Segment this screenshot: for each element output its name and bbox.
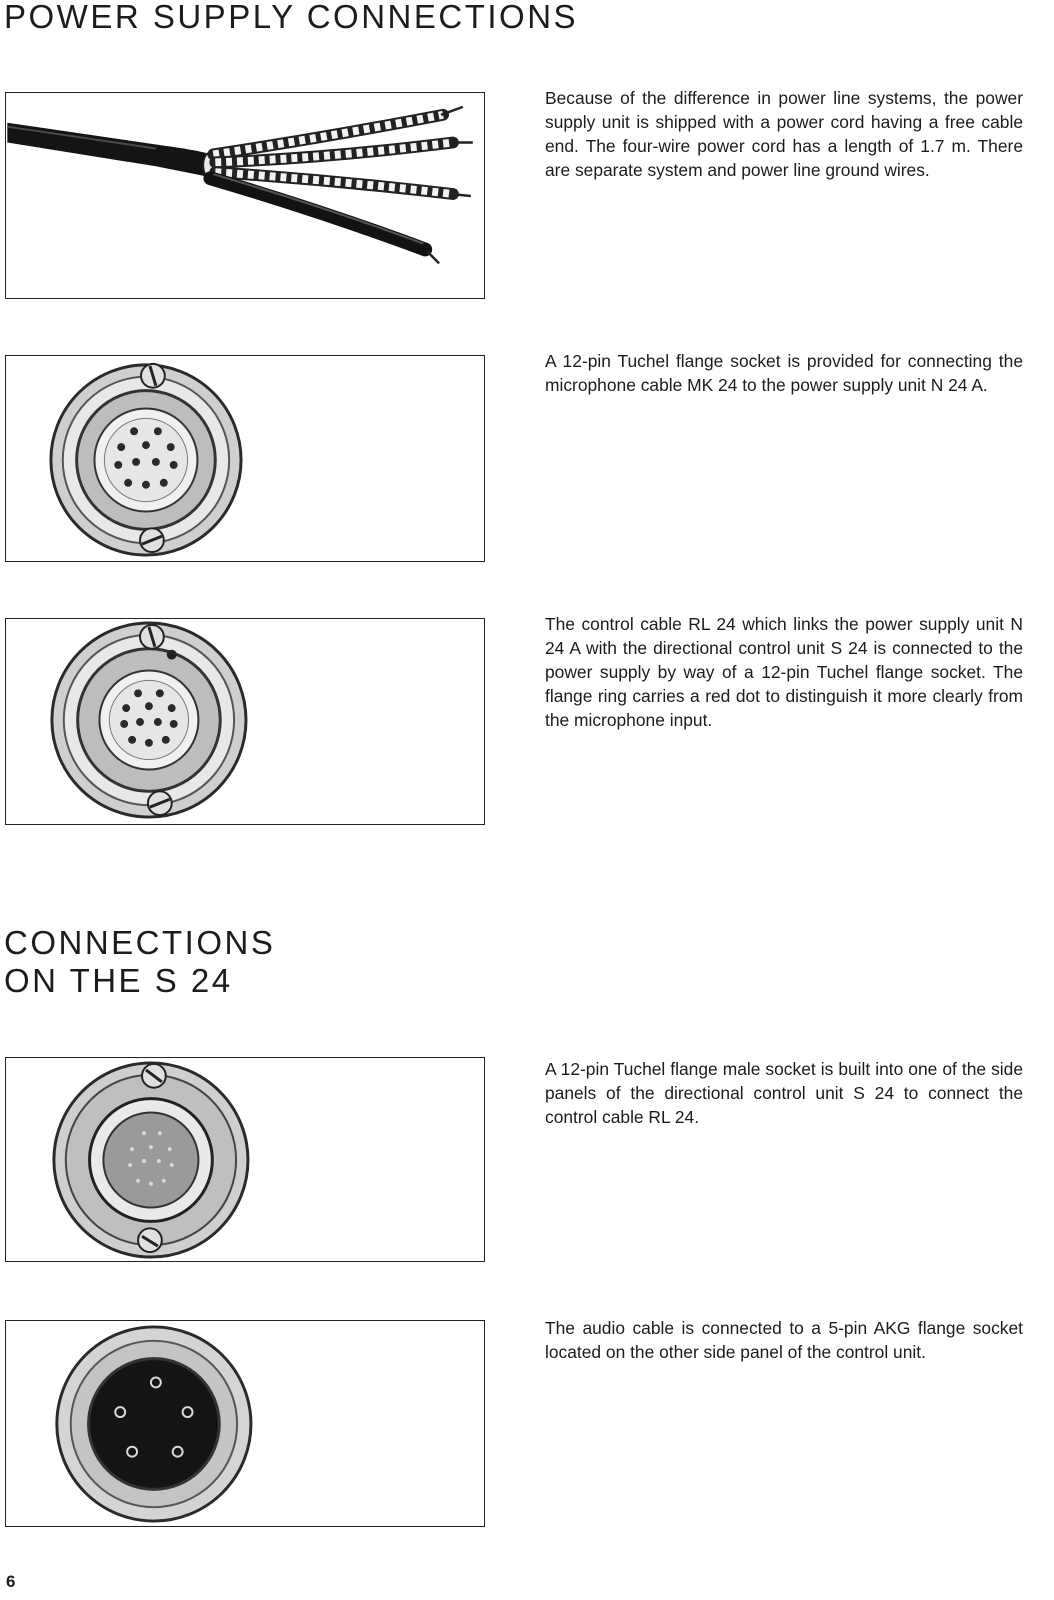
power-cord-photo bbox=[5, 92, 485, 299]
s24-male-socket-illustration bbox=[6, 1058, 484, 1261]
section-title-s24-line2: ON THE S 24 bbox=[4, 962, 233, 999]
section-title-power-supply: POWER SUPPLY CONNECTIONS bbox=[4, 0, 579, 35]
control-socket-description: The control cable RL 24 which links the power supply unit N 24 A with the directional control unit S 24 is connected to the power supply by way of a 12-pin Tuchel flange socket. The flange ring carries a red dot to distinguish it more clearly from the microphone input. bbox=[545, 614, 1023, 730]
s24-male-socket-photo bbox=[5, 1057, 485, 1262]
page-number: 6 bbox=[6, 1572, 16, 1591]
section-title-s24 bbox=[4, 924, 275, 1000]
microphone-socket-photo bbox=[5, 355, 485, 562]
microphone-socket-description: A 12-pin Tuchel flange socket is provided for connecting the microphone cable MK 24 to the power supply unit N 24 A. bbox=[545, 351, 1023, 395]
red-dot-marker bbox=[167, 650, 177, 660]
power-cord-illustration bbox=[6, 93, 484, 298]
s24-male-socket-description: A 12-pin Tuchel flange male socket is built into one of the side panels of the directional control unit S 24 to connect the control cable RL 24. bbox=[545, 1059, 1023, 1127]
section-title-s24-line1: CONNECTIONS bbox=[4, 924, 276, 961]
akg-5pin-socket-illustration bbox=[6, 1321, 484, 1526]
akg-5pin-socket-photo bbox=[5, 1320, 485, 1527]
control-socket-photo bbox=[5, 618, 485, 825]
power-cord-description: Because of the difference in power line systems, the power supply unit is shipped with a power cord having a free cable end. The four-wire power cord has a length of 1.7 m. There are separate system and power line ground wires. bbox=[545, 88, 1023, 180]
control-socket-illustration bbox=[6, 619, 484, 824]
akg-5pin-socket-description: The audio cable is connected to a 5-pin AKG flange socket located on the other side panel of the control unit. bbox=[545, 1318, 1023, 1362]
microphone-socket-illustration bbox=[6, 356, 484, 561]
